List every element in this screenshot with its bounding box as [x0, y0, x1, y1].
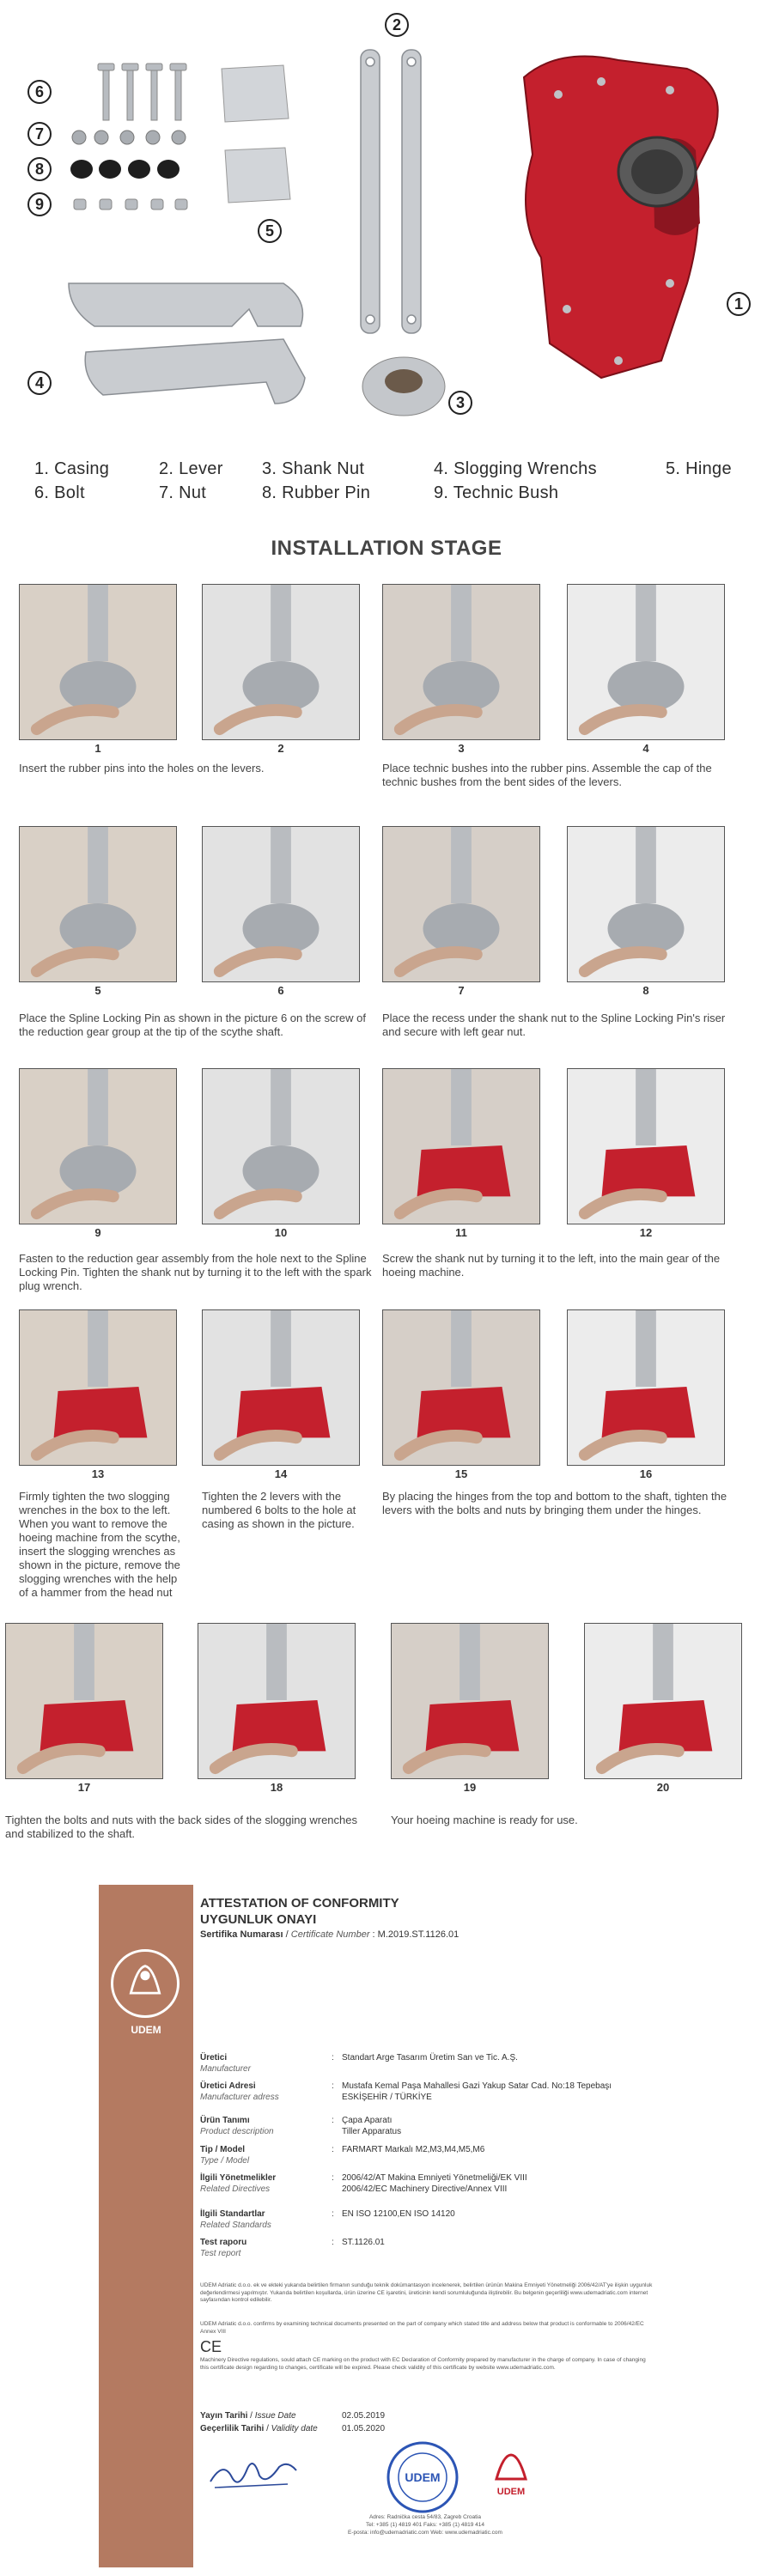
- step-photo-11: [382, 1068, 540, 1224]
- callout-8: 8: [27, 157, 52, 181]
- parts-illustration: [0, 0, 773, 447]
- step-number: 16: [639, 1467, 653, 1480]
- field-value: Standart Arge Tasarım Üretim San ve Tic. A.Ş.: [342, 2053, 518, 2063]
- step-number: 11: [455, 1226, 467, 1239]
- fine-print-tr: UDEM Adriatic d.o.o. ek ve ekteki yukarıda belirtilen firmanın sunduğu teknik dokümantasyon incelenerek, belirtilen ürünün Makina Emniyeti Yönetmeliği 2006/42/AT'ye ilişkin uygunluk değerlendirmesi yapılmıştır. Yukarıda belirtilen koşullarda, ürün üzerine CE işaretini, üreticinin kendi sorumluluğunda iliştirebilir. Bu belgenin geçerliliği www.udemadriatic.com internet sayfasından kontrol edilebilir.: [200, 2282, 653, 2303]
- rubber-pin-set: [70, 160, 180, 179]
- stamp-text: UDEM: [405, 2470, 441, 2484]
- signature-icon: [206, 2451, 301, 2499]
- udem-mark-text: UDEM: [496, 2487, 526, 2497]
- step-number: 10: [274, 1226, 288, 1239]
- issue-date: 02.05.2019: [342, 2411, 386, 2421]
- step-photo-16: [567, 1309, 725, 1466]
- lever-pair: [361, 50, 421, 333]
- cert-number-label: Sertifika Numarası: [200, 1929, 283, 1940]
- valid-date-label-en: Validity date: [271, 2424, 318, 2433]
- caption-3: Place technic bushes into the rubber pins. Assemble the cap of the technic bushes from the bent sides of the levers.: [382, 762, 712, 788]
- hinge-set: [222, 65, 290, 203]
- step-number: 20: [656, 1781, 670, 1794]
- step-photo-1: [19, 584, 177, 740]
- step-number: 14: [274, 1467, 288, 1480]
- installation-title: INSTALLATION STAGE: [271, 537, 502, 560]
- caption-1: Insert the rubber pins into the holes on the levers.: [19, 762, 265, 775]
- field-label: İlgili Yönetmelikler Related Directives: [200, 2173, 277, 2194]
- technic-bush-set: [74, 199, 187, 210]
- legend-item: 5. Hinge: [666, 459, 732, 478]
- callout-4: 4: [27, 371, 52, 395]
- legend-item: 3. Shank Nut: [262, 459, 365, 478]
- valid-date-label: Geçerlilik Tarihi: [200, 2424, 265, 2433]
- udem-mark: [481, 2451, 541, 2497]
- ce-mark: CE: [200, 2338, 222, 2355]
- step-number: 19: [463, 1781, 477, 1794]
- field-separator: :: [332, 2053, 334, 2063]
- step-photo-9: [19, 1068, 177, 1224]
- udem-logo-text: UDEM: [131, 2024, 161, 2036]
- field-value: EN ISO 12100,EN ISO 14120: [342, 2209, 455, 2219]
- legend-row-2: [34, 483, 756, 507]
- field-separator: :: [332, 2116, 334, 2125]
- step-photo-5: [19, 826, 177, 982]
- step-photo-14: [202, 1309, 360, 1466]
- step-photo-18: [198, 1623, 356, 1779]
- step-photo-4: [567, 584, 725, 740]
- udem-mark-icon: [490, 2451, 533, 2482]
- step-number: 6: [277, 984, 284, 997]
- issue-date-label: Yayın Tarihi: [200, 2411, 248, 2421]
- issue-date-line: Yayın Tarihi / Issue Date 02.05.2019: [200, 2410, 296, 2422]
- field-value: 2006/42/AT Makina Emniyeti Yönetmeliği/EK VIII 2006/42/EC Machinery Directive/Annex VIII: [342, 2173, 527, 2194]
- legend-item: 1. Casing: [34, 459, 110, 478]
- step-photo-17: [5, 1623, 163, 1779]
- callout-6: 6: [27, 80, 52, 104]
- callout-9: 9: [27, 192, 52, 216]
- field-label: Test raporu Test report: [200, 2238, 247, 2258]
- fine-print-en-2: Machinery Directive regulations, sould attach CE marking on the product with EC Declaration of Conformity prepared by manufacturer in the charge of company. In case of changing this certificate design regarding to changes, certificate will be expired. Please check validity of this certificate by website www.udemadriatic.com.: [200, 2357, 646, 2371]
- step-photo-20: [584, 1623, 742, 1779]
- step-photo-13: [19, 1309, 177, 1466]
- official-stamp-icon: [384, 2439, 461, 2520]
- caption-15: By placing the hinges from the top and bottom to the shaft, tighten the levers with the bolts and nuts by bringing them under the hinges.: [382, 1490, 727, 1516]
- step-number: 17: [77, 1781, 91, 1794]
- field-label: Tip / Model Type / Model: [200, 2145, 250, 2166]
- valid-date-line: Geçerlilik Tarihi / Validity date 01.05.2020: [200, 2423, 318, 2435]
- step-number: 5: [94, 984, 101, 997]
- parts-overview: [0, 0, 773, 447]
- step-number: 12: [639, 1226, 653, 1239]
- callout-2: 2: [385, 13, 409, 37]
- valid-date: 01.05.2020: [342, 2424, 386, 2433]
- caption-19: Your hoeing machine is ready for use.: [391, 1814, 578, 1826]
- shank-nut: [362, 357, 445, 416]
- step-number: 3: [458, 742, 465, 755]
- field-value: ST.1126.01: [342, 2238, 385, 2247]
- step-number: 1: [94, 742, 101, 755]
- step-photo-2: [202, 584, 360, 740]
- legend-item: 8. Rubber Pin: [262, 483, 371, 502]
- certificate-header: [200, 1895, 664, 1940]
- certificate-footer: [271, 2513, 580, 2537]
- step-number: 18: [270, 1781, 283, 1794]
- step-number: 13: [91, 1467, 105, 1480]
- field-separator: :: [332, 2173, 334, 2183]
- field-value: Mustafa Kemal Paşa Mahallesi Gazi Yakup Satar Cad. No:18 Tepebaşı ESKİŞEHİR / TÜRKİYE: [342, 2081, 612, 2102]
- parts-legend: [34, 459, 756, 507]
- step-photo-15: [382, 1309, 540, 1466]
- nut-set: [72, 131, 186, 144]
- fine-print-en-1: UDEM Adriatic d.o.o. confirms by examining technical documents presented on the part of company which stated title and address below that product is conformable to 2006/42/EC Annex VIII: [200, 2321, 644, 2335]
- certificate-title-tr: UYGUNLUK ONAYI: [200, 1912, 317, 1927]
- field-value: Çapa Aparatı Tiller Apparatus: [342, 2116, 402, 2136]
- caption-14: Tighten the 2 levers with the numbered 6 bolts to the hole at casing as shown in the picture.: [202, 1490, 356, 1530]
- step-number: 2: [277, 742, 284, 755]
- step-number: 4: [642, 742, 649, 755]
- step-number: 7: [458, 984, 465, 997]
- cert-number: M.2019.ST.1126.01: [377, 1929, 460, 1940]
- legend-item: 4. Slogging Wrenchs: [434, 459, 597, 478]
- step-number: 9: [94, 1226, 101, 1239]
- step-photo-6: [202, 826, 360, 982]
- bolt-set: [98, 64, 186, 120]
- cert-number-label-en: Certificate Number: [290, 1929, 370, 1940]
- step-photo-19: [391, 1623, 549, 1779]
- step-photo-8: [567, 826, 725, 982]
- step-photo-3: [382, 584, 540, 740]
- step-photo-7: [382, 826, 540, 982]
- legend-row-1: [34, 459, 756, 483]
- callout-5: 5: [258, 219, 282, 243]
- field-separator: :: [332, 2145, 334, 2154]
- casing: [524, 57, 718, 379]
- caption-9: Fasten to the reduction gear assembly from the hole next to the Spline Locking Pin. Tighten the shank nut by turning it to the left with the spark plug wrench.: [19, 1252, 372, 1292]
- legend-item: 6. Bolt: [34, 483, 85, 502]
- field-separator: :: [332, 2081, 334, 2091]
- field-separator: :: [332, 2209, 334, 2219]
- legend-item: 9. Technic Bush: [434, 483, 559, 502]
- field-label: İlgili Standartlar Related Standards: [200, 2209, 271, 2230]
- slogging-wrenches: [69, 283, 305, 404]
- field-label: Üretici Adresi Manufacturer adress: [200, 2081, 279, 2102]
- callout-3: 3: [448, 391, 472, 415]
- field-label: Ürün Tanımı Product description: [200, 2116, 274, 2136]
- caption-7: Place the recess under the shank nut to the Spline Locking Pin's riser and secure with left gear nut.: [382, 1012, 726, 1038]
- callout-7: 7: [27, 122, 52, 146]
- field-value: FARMART Markalı M2,M3,M4,M5,M6: [342, 2145, 485, 2154]
- step-photo-12: [567, 1068, 725, 1224]
- issue-date-label-en: Issue Date: [254, 2411, 296, 2421]
- legend-item: 2. Lever: [159, 459, 223, 478]
- field-separator: :: [332, 2238, 334, 2247]
- caption-5: Place the Spline Locking Pin as shown in the picture 6 on the screw of the reduction gear group at the tip of the scythe shaft.: [19, 1012, 366, 1038]
- caption-13: Firmly tighten the two slogging wrenches in the box to the left. When you want to remove the hoeing machine from the scythe, insert the slogging wrenches as shown in the picture, remove the slogging wrenches with the help of a hammer from the head nut: [19, 1490, 180, 1599]
- certificate-number-line: Sertifika Numarası / Certificate Number : M.2019.ST.1126.01: [200, 1929, 460, 1940]
- step-photo-10: [202, 1068, 360, 1224]
- callout-1: 1: [727, 292, 751, 316]
- caption-17: Tighten the bolts and nuts with the back sides of the slogging wrenches and stabilized to the shaft.: [5, 1814, 357, 1840]
- footer-address: Adres: Radnička cesta 54/83, Zagreb Croatia Tel: +385 (1) 4819 401 Faks: +385 (1) 4819 414 E-posta: info@udemadriatic.com Web: www.udemadriatic.com: [348, 2514, 502, 2536]
- step-number: 8: [642, 984, 649, 997]
- caption-11: Screw the shank nut by turning it to the left, into the main gear of the hoeing machine.: [382, 1252, 721, 1279]
- step-number: 15: [454, 1467, 468, 1480]
- certificate-title-en: ATTESTATION OF CONFORMITY: [200, 1896, 399, 1911]
- udem-logo-icon: [111, 1949, 180, 2018]
- field-label: Üretici Manufacturer: [200, 2053, 251, 2074]
- legend-item: 7. Nut: [159, 483, 207, 502]
- conformity-certificate: [99, 1885, 673, 2567]
- certificate-band: [99, 1885, 193, 2567]
